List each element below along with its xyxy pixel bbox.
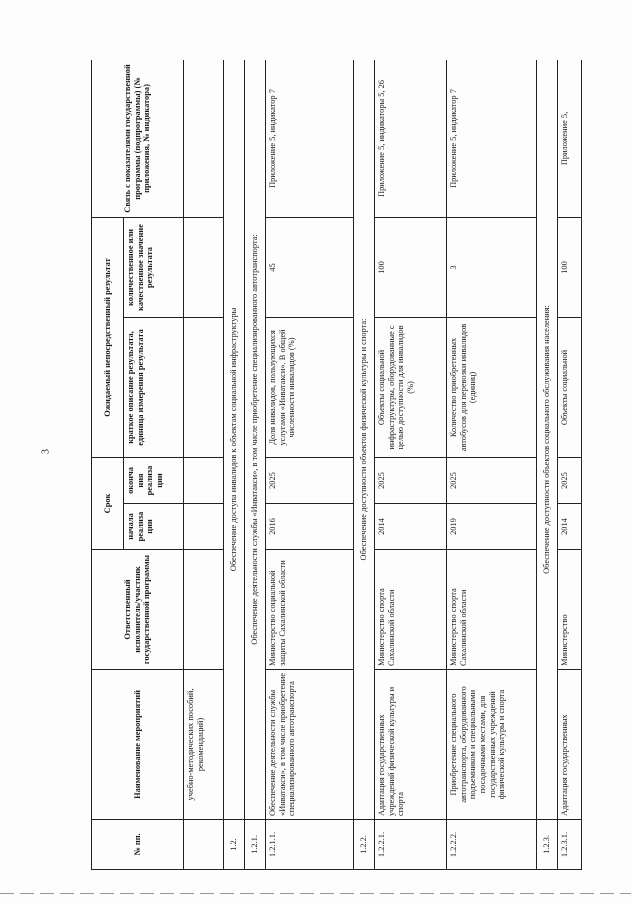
page-number: 3 (40, 449, 52, 454)
cell-end: 2025 (266, 457, 354, 503)
cell-responsible: Министерство социальной защиты Сахалинской области (266, 550, 354, 670)
section-num: 1.2.1. (245, 820, 266, 870)
cell-end: 2025 (558, 457, 582, 503)
col-result-value-header: количественное или качественное значение результата (124, 217, 184, 317)
cell-start: 2014 (375, 504, 447, 550)
header-row (92, 60, 124, 870)
cell-start (184, 504, 224, 550)
col-link-header: Связь с показателями государственной программы (подпрограммы) (№ приложения, № индикатора) (92, 60, 184, 217)
section-title: Обеспечение доступа инвалидов к объектам социальной инфраструктуры (224, 60, 245, 820)
rotated-page (91, 60, 592, 870)
section-num: 1.2. (224, 820, 245, 870)
section-num: 1.2.3. (537, 820, 558, 870)
cell-num: 1.2.2.2. (447, 820, 537, 870)
table-row (266, 60, 354, 870)
cell-end: 2025 (375, 457, 447, 503)
cell-link: Приложение 5, (558, 60, 582, 217)
cell-num: 1.2.3.1. (558, 820, 582, 870)
col-result-desc-header: краткое описание результата, единица измерения результата (124, 317, 184, 457)
col-num-header: № пп. (92, 820, 184, 870)
col-term-end-header: оконча ния реализа ции (124, 457, 184, 503)
program-table (91, 60, 582, 870)
cell-desc: Доля инвалидов, пользующихся услугами «Инватакси». В общей численности инвалидов (%) (266, 317, 354, 457)
cell-num: 1.2.2.1. (375, 820, 447, 870)
section-title: Обеспечение деятельности службы «Инватакси», в том числе приобретение специализированного автотранспорта: (245, 60, 266, 820)
cell-desc: Количество приобретенных автобусов для перевозки инвалидов (единиц) (447, 317, 537, 457)
section-title: Обеспечение доступности объектов физической культуры и спорта: (354, 60, 375, 820)
col-term-header: Срок (92, 457, 124, 549)
cell-link: Приложение 5, индикатор 7 (447, 60, 537, 217)
cell-value: 3 (447, 217, 537, 317)
table-row (447, 60, 537, 870)
cell-responsible: Министерство спорта Сахалинской области (447, 550, 537, 670)
cell-desc: Объекты социальной (558, 317, 582, 457)
col-term-start-header: начала реализа ции (124, 504, 184, 550)
cell-link: Приложение 5, индикатор 7 (266, 60, 354, 217)
section-row (224, 60, 245, 870)
cell-num: 1.2.1.1. (266, 820, 354, 870)
cell-link: Приложение 5, индикаторы 5, 26 (375, 60, 447, 217)
cell-desc (184, 317, 224, 457)
cell-responsible: Министерство (558, 550, 582, 670)
col-responsible-header: Ответственный исполнитель/участник государственной программы (92, 550, 184, 670)
cell-start: 2019 (447, 504, 537, 550)
cell-value: 100 (375, 217, 447, 317)
section-row (537, 60, 558, 870)
section-row (354, 60, 375, 870)
cell-name: учебно-методических пособий, рекомендаций) (184, 670, 224, 820)
table-row (375, 60, 447, 870)
cell-end: 2025 (447, 457, 537, 503)
cell-num (184, 820, 224, 870)
cell-responsible: Министерство спорта Сахалинской области (375, 550, 447, 670)
table-row (184, 60, 224, 870)
section-title: Обеспечение доступности объектов социального обслуживания населения: (537, 60, 558, 820)
scan-edge-line (0, 893, 631, 894)
cell-name: Адаптация государственных учреждений физической культуры и спорта (375, 670, 447, 820)
cell-value: 100 (558, 217, 582, 317)
col-name-header: Наименование мероприятий (92, 670, 184, 820)
cell-value: 45 (266, 217, 354, 317)
table-container (91, 60, 592, 870)
cell-responsible (184, 550, 224, 670)
cell-link (184, 60, 224, 217)
section-num: 1.2.2. (354, 820, 375, 870)
col-result-header: Ожидаемый непосредственный результат (92, 217, 124, 457)
cell-name: Приобретение специального автотранспорта, оборудованного подъемником и специальными посадочными местами, для государственных учреждений физической культуры и спорта (447, 670, 537, 820)
cell-start: 2016 (266, 504, 354, 550)
cell-end (184, 457, 224, 503)
cell-desc: Объекты социальной инфраструктуры, оборудованные с целью доступности для инвалидов (%) (375, 317, 447, 457)
cell-name: Обеспечение деятельности службы «Инватакси», в том числе приобретение специализированного автотранспорта (266, 670, 354, 820)
cell-value (184, 217, 224, 317)
cell-name: Адаптация государственных (558, 670, 582, 820)
table-row (558, 60, 582, 870)
section-row (245, 60, 266, 870)
cell-start: 2014 (558, 504, 582, 550)
